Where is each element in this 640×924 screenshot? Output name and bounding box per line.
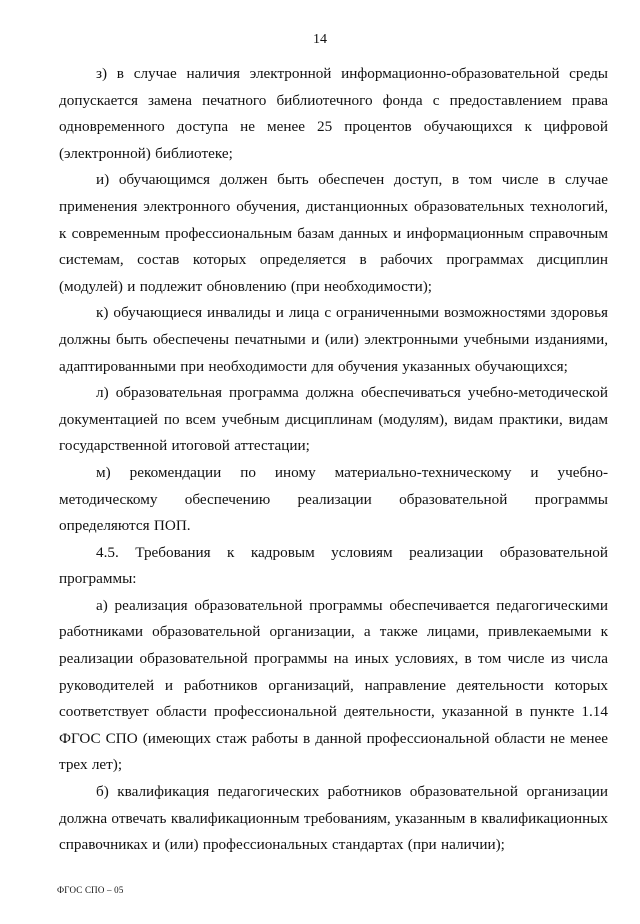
document-footer: ФГОС СПО – 05 bbox=[57, 885, 124, 895]
paragraph-b: б) квалификация педагогических работников образовательной организации должна отвечать квалификационным требованиям, указанным в квалификационных справочниках и (или) профессиональных стандартах (при наличии); bbox=[59, 783, 608, 854]
paragraph-k: к) обучающиеся инвалиды и лица с ограниченными возможностями здоровья должны быть обеспечены печатными и (или) электронными учебными изданиями, адаптированными при необходимости для обучения указанных обучающихся; bbox=[59, 304, 608, 375]
section-heading-4-5: 4.5. Требования к кадровым условиям реализации образовательной программы: bbox=[59, 543, 608, 588]
page-number: 14 bbox=[313, 32, 327, 47]
document-body bbox=[59, 61, 608, 859]
paragraph-i: и) обучающимся должен быть обеспечен доступ, в том числе в случае применения электронного обучения, дистанционных образовательных технологий, к современным профессиональным базам данных и информационным справочным системам, состав которых определяется в рабочих программах дисциплин (модулей) и подлежит обновлению (при необходимости); bbox=[59, 171, 608, 295]
paragraph-z: з) в случае наличия электронной информационно-образовательной среды допускается замена печатного библиотечного фонда с предоставлением права одновременного доступа не менее 25 процентов обучающихся к цифровой (электронной) библиотеке; bbox=[59, 65, 608, 162]
paragraph-m: м) рекомендации по иному материально-техническому и учебно-методическому обеспечению реализации образовательной программы определяются ПОП. bbox=[59, 463, 608, 535]
paragraph-l: л) образовательная программа должна обеспечиваться учебно-методической документацией по всем учебным дисциплинам (модулям), видам практики, видам государственной итоговой аттестации; bbox=[59, 384, 608, 455]
paragraph-a: а) реализация образовательной программы обеспечивается педагогическими работниками образовательной организации, а также лицами, привлекаемыми к реализации образовательной программы на иных условиях, в том числе из числа руководителей и работников организаций, направление деятельности которых соответствует области профессиональной деятельности, указанной в пункте 1.14 ФГОС СПО (имеющих стаж работы в данной профессиональной области не менее трех лет); bbox=[59, 596, 608, 774]
